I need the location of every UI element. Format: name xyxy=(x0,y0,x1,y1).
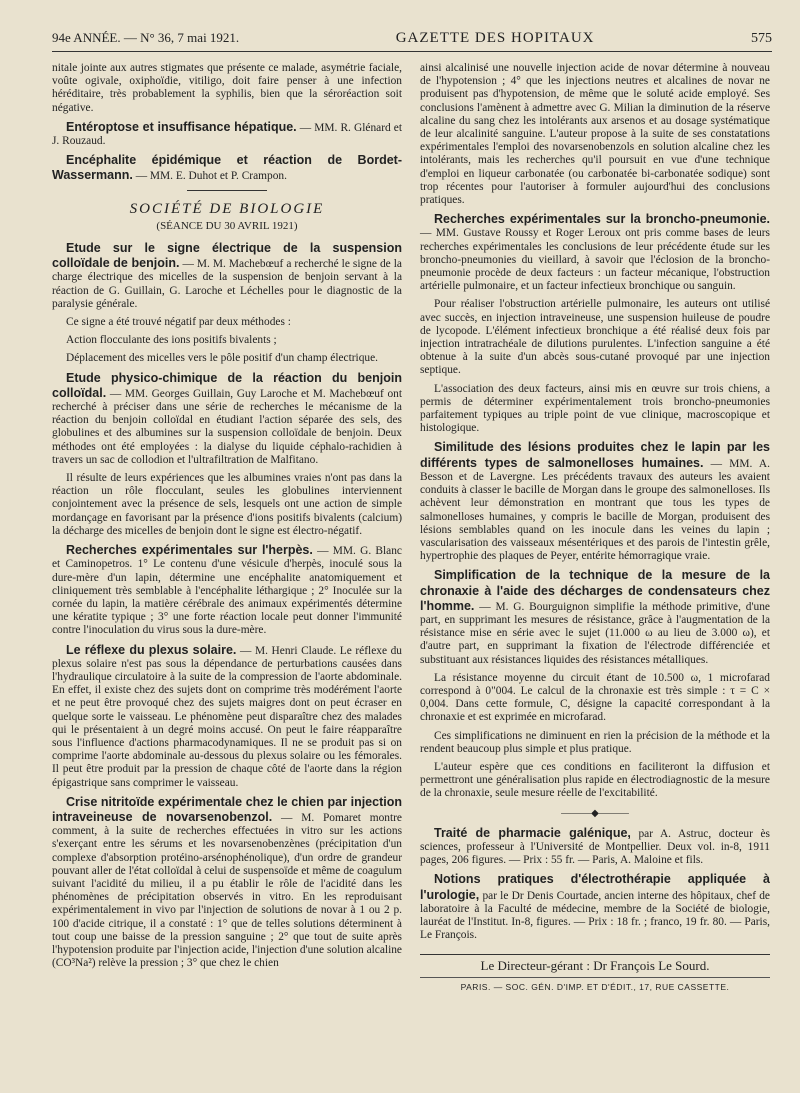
page-number: 575 xyxy=(751,31,772,46)
paragraph: Pour réaliser l'obstruction artérielle pulmonaire, les auteurs ont utilisé avec succès, en injection intraveineuse, une suspension huileuse de poudre de lycopode. L'élément infectieux bronchique a été réalisé deux fois par injection intratrachéale de dilutions purulentes. L'infection sanguine a été obtenue à la suite d'un abcès sous-cutané provoqué par une injection septique. xyxy=(420,298,770,377)
columns xyxy=(52,62,772,994)
section-date: (SÉANCE DU 30 AVRIL 1921) xyxy=(156,219,298,232)
book-title: Traité de pharmacie galénique, xyxy=(434,825,631,840)
article xyxy=(52,120,402,148)
book-title: Notions pratiques d'électrothérapie appliquée à l'urologie, xyxy=(420,872,770,902)
article-title: Recherches expérimentales sur la broncho-pneumonie. xyxy=(434,212,770,227)
article-title: Encéphalite épidémique et réaction de Bordet-Wassermann. xyxy=(52,153,402,183)
article-title: Recherches expérimentales sur l'herpès. xyxy=(66,543,313,558)
article xyxy=(420,568,770,666)
book-notice xyxy=(420,872,770,942)
article-title: Entéroptose et insuffisance hépatique. xyxy=(66,119,297,134)
paragraph: Action flocculante des ions positifs bivalents ; xyxy=(66,334,277,347)
article-authors: — MM. Gustave Roussy et Roger Leroux xyxy=(420,227,621,240)
article xyxy=(420,440,770,563)
book-details: par A. Astruc, docteur ès sciences, professeur à l'Université de Montpellier. Deux vol. in-8, 1911 pages, 206 figures. — Prix : 55 fr. — Paris, A. Maloine et fils. xyxy=(420,827,770,867)
book-details: par le Dr Denis Courtade, ancien interne des hôpitaux, chef de laboratoire à la Faculté de médecine, membre de la Société de biologie, lauréat de l'Institut. In-8, figures. — Prix : 18 fr. ; franco, 19 fr. 80. — Paris, Le François. xyxy=(420,889,770,942)
director-line: Le Directeur-gérant : Dr François Le Sourd. xyxy=(480,958,710,974)
article xyxy=(52,241,402,311)
article-authors: — M. Henri Claude. xyxy=(240,644,337,657)
paragraph: L'association des deux facteurs, ainsi mis en œuvre sur trois chiens, a permis de déterminer expérimentalement trois broncho-pneumonies parfaitement typiques au triple point de vue clinique, macroscopique et histologique. xyxy=(420,382,770,435)
paragraph: ainsi alcalinisé une nouvelle injection acide de novar détermine à nouveau de l'hypotension ; 4° que les injections neutres et alcalines de novar ne produisent pas d'hypotension, de même que le soluté acide employé. Ses conclusions l'amènent à admettre avec G. Milian la diminution de la réserve alcaline du sang chez les intolérants aux arsenos et au dosage systématique de leur alcalinité sanguine. L'auteur propose à la suite de ses constatations expérimentales l'emploi des novarsenobenzols en solution alcaline chez les intolérants, mais les recherches qu'il poursuit en vue d'une technique d'emploi en liqueur carbonatée (ou carbonatée bi-carbonatée sodique) sont trop récentes pour l'autoriser à formuler aujourd'hui des conclusions pratiques. xyxy=(420,62,770,207)
ornament-divider: ———◆——— xyxy=(561,807,629,819)
page-footer xyxy=(420,954,770,993)
article-authors: — MM. E. Duhot et P. Crampon. xyxy=(135,170,287,183)
article-title: Etude sur le signe électrique de la suspension colloïdale de benjoin. xyxy=(52,241,402,271)
article-text: 1° Le contenu d'une vésicule d'herpès, inoculé sous la dure-mère d'un lapin, détermine une encéphalite anatomiquement et cliniquement très semblable à l'encéphalite léthargique ; 2° Inoculée sur la cornée du lapin, la matière cérébrale des animaux expérimentés détermine une kératite typique ; 3° une forte réaction locale peut donner l'immunité contre l'inoculation du virus sous la dure-mère. xyxy=(52,558,402,637)
divider xyxy=(187,190,267,191)
paragraph: Ces simplifications ne diminuent en rien la précision de la méthode et la rendent beaucoup plus simple et plus pratique. xyxy=(420,729,770,755)
paragraph: La résistance moyenne du circuit étant de 10.500 ω, 1 microfarad correspond à 0"004. Le calcul de la chronaxie est très simple : τ = C × 0,004. Dans cette formule, C, désigne la capacité correspondant à la chronaxie et est exprimée en microfarad. xyxy=(420,671,770,724)
article-authors: — MM. R. Glénard et J. Rouzaud. xyxy=(52,121,402,148)
page-header xyxy=(52,30,772,52)
article-text: a recherché le signe de la charge électrique des micelles de la suspension de benjoin servant à la réaction de G. Guillain, G. Laroche et Léchelles pour le diagnostic de la paralysie générale. xyxy=(52,258,402,310)
article-authors: — MM. Georges Guillain, Guy Laroche et M. Machebœuf xyxy=(109,387,384,400)
article-text: ont pris comme bases de leurs recherches expérimentales les conclusions de leur précédente étude sur les broncho-pneumonies du vieillard, à savoir que l'éclosion de la broncho-pneumonie procède de deux facteurs : un facteur mécanique, l'obstruction artérielle pulmonaire, et un facteur infectieux bronchique ou sanguin. xyxy=(420,227,770,293)
paragraph: Ce signe a été trouvé négatif par deux méthodes : xyxy=(66,316,291,329)
article-title: Simplification de la technique de la mesure de la chronaxie à l'aide des décharges de condensateurs chez l'homme. xyxy=(420,568,770,613)
article-title: Le réflexe du plexus solaire. xyxy=(66,642,237,657)
article-authors: — M. Pomaret xyxy=(281,811,361,824)
section-title: SOCIÉTÉ DE BIOLOGIE xyxy=(129,200,325,217)
article-authors: — M. G. Bourguignon xyxy=(479,600,590,613)
article-text: ont recherché à préciser dans une série de recherches le mécanisme de la réaction du benjoin colloïdal en étudiant l'action séparée des sels, des globulines et des albumines sur la suspension colloïdale de benjoin. Deux méthodes ont été employées : la dialyse du liquide céphalo-rachidien à travers un sac de collodion et l'ultrafiltration de Malfitano. xyxy=(52,387,402,466)
article xyxy=(52,795,402,971)
article-title: Etude physico-chimique de la réaction du benjoin colloïdal. xyxy=(52,370,402,400)
article-text: Le réflexe du plexus solaire n'est pas sous la dépendance de perturbations causées dans l'hydraulique circulatoire à la suite de la compression de l'aorte abdominale. En effet, il existe chez des sujets dont on comprime très modérément l'aorte et ne peut être provoqué chez des sujets maigres dont on peut écraser en quelque sorte le vaisseau. Le phénomène peut disparaître chez des malades qui le présentaient à un degré moins accusé. On peut le faire réapparaître sous l'influence d'actions pharmacodynamiques. Il ne se produit pas si on comprime l'aorte abdominale au-dessous du plexus solaire ou les fémorales. Il peut être produit par la pression de chaque côté de l'aorte dans la région épigastrique sans comprimer le vaisseau. xyxy=(52,644,402,789)
article-text: montre comment, à la suite de recherches effectuées in vitro sur les actions s'exerçant entre les sérums et les novarsenobenzènes (précipitation d'un complexe d'absorption protéino-arsénophénolique), d'un ordre de grandeur pouvant aller de l'état colloïdal à celui de suspensoïde et même de coagulum suivant l'acidité du milieu, il a pu établir le rôle de l'acidité dans les phénomènes de précipitation observés in vitro. En les reproduisant expérimentalement in vivo par l'injection de solutions de novar à 1 ou 2 p. 100 d'acide citrique, il a constaté : 1° que de telles solutions déterminent à tout coup une baisse de la pression sanguine ; 2° que tout de suite après l'hypotension produite par l'injection acide, l'injection d'une solution alcaline (CO³Na²) relève la pression ; 3° que chez le chien xyxy=(52,811,402,970)
article-title: Crise nitritoïde expérimentale chez le chien par injection intraveineuse de novarsenobenzol. xyxy=(52,794,402,824)
book-notice xyxy=(420,826,770,868)
right-column xyxy=(420,62,770,994)
article xyxy=(52,153,402,183)
article xyxy=(52,543,402,637)
article-text: simplifie la méthode primitive, d'une part, en supprimant les mesures de résistance, grâce à l'augmentation de la résistance mise en série avec le sujet (11.000 ω au lieu de 3.000 ω), et d'autre part, en supprimant la fixation de l'électrode différenciée et substituant aux résistances liquides des résistances métalliques. xyxy=(420,600,770,666)
article-text: Les précédents travaux des auteurs les avaient conduits à classer le bacille de Morgan dans le groupe des salmonelloses. Ils achèvent leur démonstration en montrant que tous les types de salmonelloses humaines, y compris le bacille de Morgan, produisent des lésions semblables quand on les inocule dans les veines du lapin ; vascularisation des vaisseaux mésentériques et des parois de l'intestin grêle, hypertrophie des plaques de Peyer, entérite hémorragique vraie. xyxy=(420,470,770,563)
printer-line: PARIS. — SOC. GÉN. D'IMP. ET D'ÉDIT., 17, RUE CASSETTE. xyxy=(420,977,770,994)
issue-info: 94e ANNÉE. — N° 36, 7 mai 1921. xyxy=(52,30,240,45)
left-column xyxy=(52,62,402,994)
article-authors: — MM. G. Blanc et Caminopetros. xyxy=(52,545,402,571)
article xyxy=(52,371,402,467)
article-title: Similitude des lésions produites chez le lapin par les différents types de salmonelloses humaines. xyxy=(420,440,770,470)
paragraph: L'auteur espère que ces conditions en faciliteront la diffusion et permettront une généralisation plus rapide en électrodiagnostic de la mesure de la chronaxie, seule mesure réelle de l'excitabilité. xyxy=(420,760,770,800)
article-authors: — MM. A. Besson et de Lavergne. xyxy=(420,457,770,483)
journal-title: GAZETTE DES HOPITAUX xyxy=(395,30,595,46)
paragraph: Déplacement des micelles vers le pôle positif d'un champ électrique. xyxy=(66,352,379,365)
paragraph: Il résulte de leurs expériences que les albumines vraies n'ont pas dans la réaction un rôle flocculant, seules les globulines interviennent conjointement avec la présence de sels, lesquels ont une action de simple mordançage en favorisant par la présence d'ions positifs bivalents (calcium) la décharge des micelles de benjoin dont le signe est électro-négatif. xyxy=(52,472,402,537)
article xyxy=(420,212,770,293)
paragraph: nitale jointe aux autres stigmates que présente ce malade, asymétrie faciale, voûte ogivale, oxiphoïdie, vitiligo, doit faire penser à une infection héréditaire, très probablement la syphilis, bien que la séroréaction soit négative. xyxy=(52,62,402,114)
article-authors: — M. M. Machebœuf xyxy=(182,258,284,271)
article xyxy=(52,643,402,790)
